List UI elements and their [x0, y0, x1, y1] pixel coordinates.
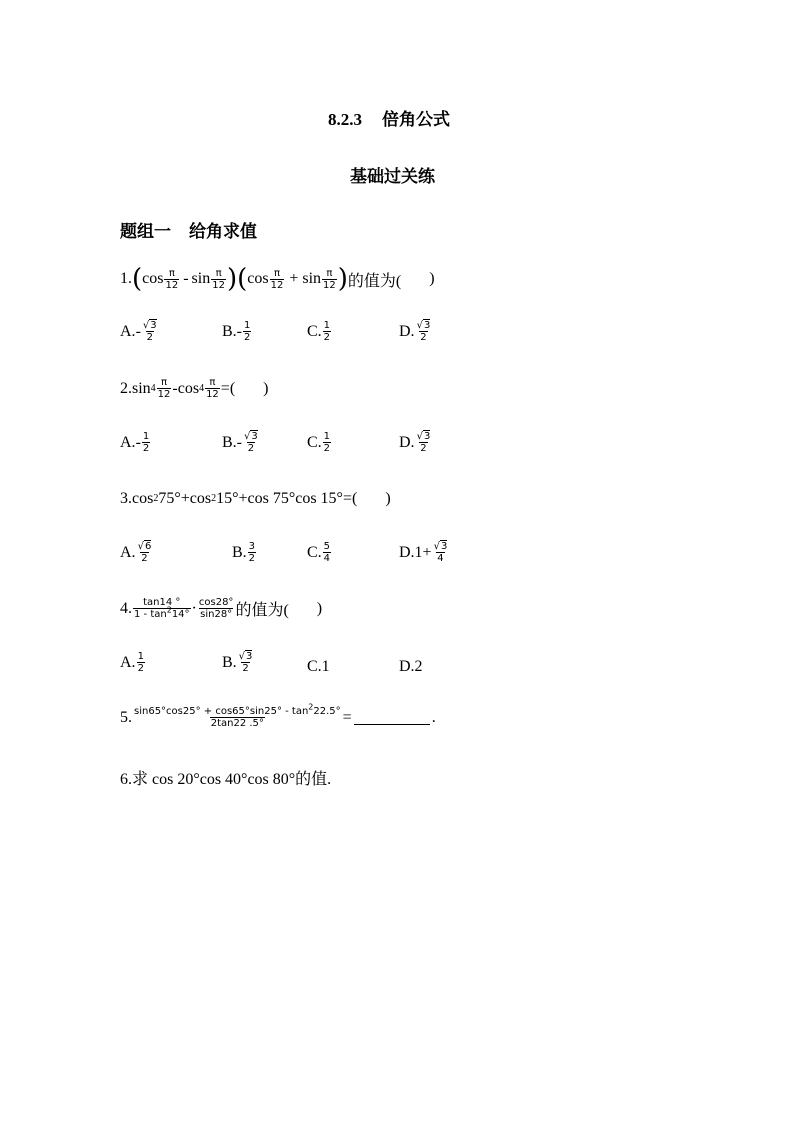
sqrt-icon: √3 — [416, 320, 431, 331]
sqrt-icon: √6 — [137, 541, 152, 552]
q2-option-b[interactable]: B. - $\frac{√3}{2}$ — [222, 431, 258, 454]
q4-option-b[interactable]: B. $\frac{√3}{2}$ — [222, 651, 253, 674]
q5-fraction: $\frac{\sin 65^\circ\cos 25^\circ + \cos 65^\circ\sin 25^\circ - \tan^222.5^\circ}{2\tan 22 .5^\circ}$ — [134, 702, 341, 729]
q2-option-a[interactable]: A. - $\frac{1}{2}$ — [120, 431, 150, 454]
subtitle: 基础过关练 — [350, 167, 435, 186]
page-title — [328, 105, 450, 130]
group-label: 题组一 — [120, 222, 171, 241]
question-1 — [120, 266, 435, 292]
sqrt-icon: √3 — [433, 541, 448, 552]
question-5: 5. $\frac{\sin 65^\circ\cos 25^\circ + \cos 65^\circ\sin 25^\circ - \tan^222.5^\circ}{2\tan 22 .5^\circ}$ = . — [120, 702, 436, 729]
section-title: 倍角公式 — [382, 110, 450, 129]
question-6: 6.求 cos 20°cos 40°cos 80°的值. — [120, 771, 332, 788]
q1-number: 1. — [120, 270, 132, 287]
sqrt-icon: √3 — [244, 431, 258, 442]
q2-option-c[interactable]: C. $\frac{1}{2}$ — [307, 431, 331, 454]
q4-fraction-2: $\frac{\cos 28^\circ}{\sin 28^\circ}$ — [198, 597, 234, 620]
q4-option-a[interactable]: A. $\frac{1}{2}$ — [120, 651, 144, 674]
q1-frac-pi-12: $\frac{\pi}{12}$ — [165, 267, 179, 291]
paren-close-2: ) — [337, 264, 348, 294]
answer-blank[interactable] — [354, 710, 430, 725]
q1-minus: - — [183, 270, 189, 287]
q3-option-a[interactable]: A. $\frac{√6}{2}$ — [120, 541, 152, 564]
q2-option-d[interactable]: D. $\frac{√3}{2}$ — [399, 431, 431, 454]
q1-option-b[interactable]: B. - $\frac{1}{2}$ — [222, 320, 251, 343]
paren-open-2: ( — [237, 264, 248, 294]
q1-frac-pi-12-c: $\frac{\pi}{12}$ — [270, 267, 284, 291]
q4-option-c[interactable]: C.1 — [307, 658, 330, 675]
sqrt-icon: √3 — [238, 651, 253, 662]
q3-option-d[interactable]: D.1+ $\frac{√3}{4}$ — [399, 541, 448, 564]
q1-cos-2: cos — [247, 270, 269, 287]
paren-open: ( — [132, 264, 143, 294]
sqrt-icon: √3 — [416, 431, 431, 442]
q1-option-a[interactable]: A. - $\frac{√3}{2}$ — [120, 320, 157, 343]
q1-plus: + — [289, 270, 299, 287]
question-2: 2.sin 4 $\frac{\pi}{12}$ -cos 4 $\frac{\pi}{12}$ =( ) — [120, 377, 269, 400]
q4-fraction-1: $\frac{\tan 14 ^\circ}{1 - \tan^214^\circ}$ — [134, 597, 190, 620]
question-4: 4. $\frac{\tan 14 ^\circ}{1 - \tan^214^\circ}$ · $\frac{\cos 28^\circ}{\sin 28^\circ}$ 的值为( ) — [120, 597, 323, 620]
q1-option-d[interactable]: D. $\frac{√3}{2}$ — [399, 320, 431, 343]
q1-sin-2: sin — [302, 270, 322, 287]
q1-option-c[interactable]: C. $\frac{1}{2}$ — [307, 320, 331, 343]
q3-option-b[interactable]: B. $\frac{3}{2}$ — [232, 541, 256, 564]
q1-cos: cos — [142, 270, 164, 287]
section-number: 8.2.3 — [328, 110, 362, 129]
q1-frac-pi-12-b: $\frac{\pi}{12}$ — [212, 267, 225, 291]
group-title: 给角求值 — [189, 222, 257, 241]
sqrt-icon: √3 — [142, 320, 157, 331]
q1-sin: sin — [191, 270, 211, 287]
q1-suffix: 的值为( — [347, 272, 402, 290]
q1-close: ) — [429, 270, 435, 287]
paren-close: ) — [226, 264, 238, 294]
q1-frac-pi-12-d: $\frac{\pi}{12}$ — [323, 267, 336, 291]
question-3: 3.cos 2 75°+cos 2 15°+cos 75°cos 15°=( ) — [120, 490, 391, 507]
q3-option-c[interactable]: C. $\frac{5}{4}$ — [307, 541, 331, 564]
group-heading — [120, 217, 257, 242]
q4-option-d[interactable]: D.2 — [399, 658, 423, 675]
